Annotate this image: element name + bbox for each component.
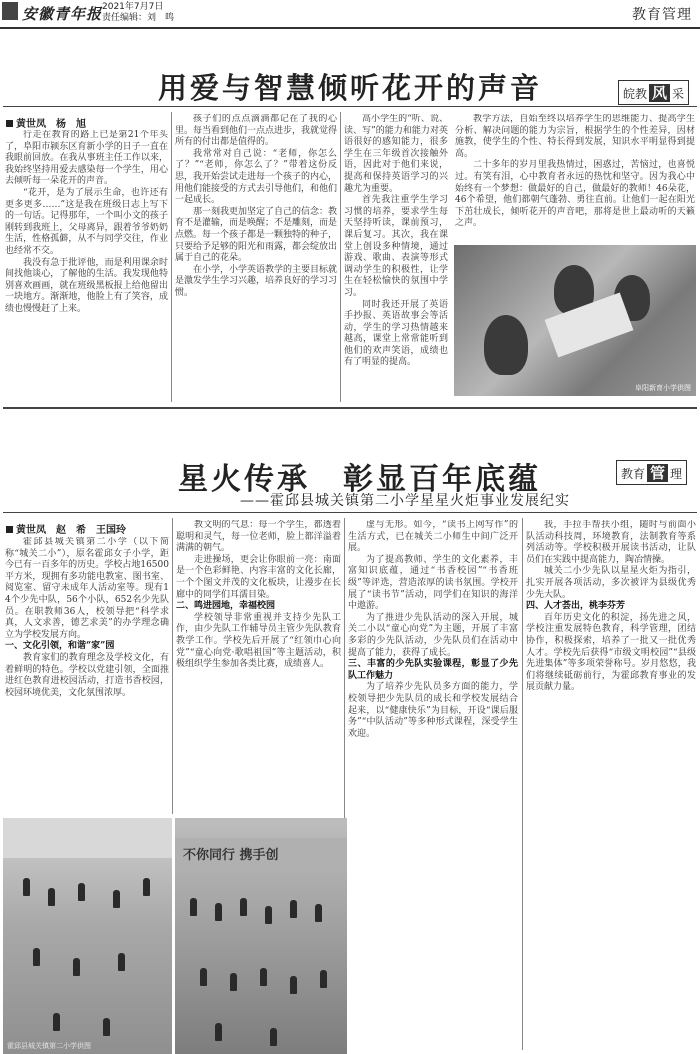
article1-column-3	[344, 114, 448, 404]
photo-person	[200, 968, 207, 986]
photo-person	[240, 898, 247, 916]
photo-person	[290, 900, 297, 918]
header-rule	[0, 27, 700, 29]
badge-mid-text: 风	[649, 84, 670, 102]
photo-person	[290, 976, 297, 994]
article1-headline: 用爱与智慧倾听花开的声音	[157, 71, 542, 105]
article2-column-3	[348, 520, 518, 1050]
paragraph: 百年历史文化的积淀，扬先进之风，学校注重发展特色教育，科学管理，团结协作，积极探索，培养了一批又一批优秀人才。学校先后获得“市级文明校园”“县级先进集体”等多项荣誉称号。岁月悠悠，我们将继续砥砺前行，为霍邱教育事业的发展贡献力量。	[526, 612, 696, 693]
issue-date: 2021年7月7日	[102, 2, 164, 12]
photo-person	[143, 878, 150, 896]
article2-byline: 黄世凤 赵 希 王国玲	[6, 521, 126, 536]
article2-photo-assembly	[3, 818, 172, 1054]
column-divider	[172, 518, 173, 814]
article1-top-rule	[3, 106, 697, 107]
subheading: 二、鸣进园地，幸福校园	[176, 601, 276, 612]
paragraph: 教文明的气息：每一个学生，都透着聪明和灵气，每一位老师，脸上都洋溢着满满的朝气。	[176, 520, 341, 554]
section-title: 教育管理	[632, 7, 692, 23]
paragraph: “花开，是为了展示生命，也许还有更多更多……”这是我在班级日志上写下的一句话。记得那年，一个叫小文的孩子刚转到我班上，父母离异，跟着爷爷奶奶生活，性格孤僻，从不与同学交往，作业也经常不交。	[5, 187, 168, 256]
photo-person	[48, 888, 55, 906]
subheading: 一、文化引领，和谐“家”园	[5, 641, 115, 652]
photo-person	[33, 948, 40, 966]
paragraph: 霍邱县城关镇第二小学（以下简称“城关二小”），原名霍邱女子小学，距今已有一百多年的历史。学校占地16500平方米，现拥有多功能电教室、图书室、阅览室、留守未成年人活动室等。现有14个少先中队，56个小队，652名少先队员。在职教师36人，校领导把“科学求真，人文求善，德艺求美”的办学理念确立为学校发展方向。	[5, 537, 169, 640]
paragraph: 在小学，小学英语教学的主要目标就是激发学生学习兴趣，培养良好的学习习惯。	[175, 264, 337, 298]
article1-photo-teacher-reading	[454, 245, 696, 396]
paragraph: 孩子们的点点滴滴都记在了我的心里。每当看到他们一点点进步，我就觉得所有的付出都是值得的。	[175, 114, 337, 148]
article-separator	[3, 407, 697, 409]
paragraph: 教学方法，自始至终以培养学生的思维能力、提高学生分析、解决问题的能力为宗旨，根据学生的个性差异，因材施教，使学生的个性、特长得到发展，知识水平明显得到提高。	[455, 114, 695, 159]
photo-person	[270, 1028, 277, 1046]
photo-person	[118, 953, 125, 971]
paragraph: 虚与无形。如今，“读书上网写作”的生活方式，已在城关二小师生中间广泛开展。	[348, 520, 518, 554]
newspaper-name: 安徽青年报	[22, 5, 103, 23]
photo-person	[320, 970, 327, 988]
article2-column-4	[526, 520, 696, 1050]
paragraph: 那一刻我更加坚定了自己的信念：教育不是灌输，而是唤醒；不是雕刻，而是点燃。每一个孩子都是一颗独特的种子，只要给予足够的阳光和雨露，都会绽放出属于自己的花朵。	[175, 206, 337, 264]
paragraph: 我没有急于批评他，而是利用课余时间找他谈心，了解他的生活。我发现他特别喜欢画画，就在班级黑板报上给他留出一块地方。渐渐地，他脸上有了笑容，成绩也慢慢赶了上来。	[5, 257, 168, 314]
photo-building	[3, 818, 172, 858]
article2-column-2	[176, 520, 341, 814]
paragraph: 为了提高教师、学生的文化素养，丰富知识底蕴，通过“书香校园”“书香班级”等评选，营造浓厚的读书氛围。学校开展了“读书节”活动，同学们在知识的海洋中遨游。	[348, 554, 518, 612]
paragraph: 我常常对自己说：“老师，你怎么了？”“老师，你怎么了？”带着这份反思，我开始尝试走进每一个孩子的内心，用他们能接受的方式去引导他们，和他们一起成长。	[175, 148, 337, 206]
paragraph: 二十多年的岁月里我热情过，困惑过，苦恼过，也喜悦过。有笑有泪，心中教育者永远的热忱和坚守。因为我心中始终有一个梦想：做最好的自己，做最好的教师！46朵花，46个希望，他们都朝气蓬勃、勇往直前。让他们一起在阳光下茁壮成长，倾听花开的声音吧，那将是世上最动听的天籁之声。	[455, 160, 695, 229]
paragraph: 行走在教育的路上已是第21个年头了，阜阳市颍东区育新小学的日子一直在我眼前回放。在我从事班主任工作以来，我始终坚持用爱去感染每一个学生，用心去倾听每一朵花开的声音。	[5, 130, 168, 187]
subheading: 三、丰富的少先队实验课程，彰显了少先队工作魅力	[348, 659, 518, 681]
paragraph: 走进操场，更会让你眼前一亮：南面是一个色彩鲜艳、内容丰富的文化长廊，一个个图文并茂的文化板块，让漫步在长廊中的同学们耳濡目染。	[176, 554, 341, 600]
article2-subheadline: ——霍邱县城关镇第二小学星星火炬事业发展纪实	[240, 493, 570, 509]
paragraph: 学校领导非常重视并支持少先队工作，由少先队工作辅导员主管少先队教育教学工作。学校先后开展了“红领巾心向党”“童心向党·歌唱祖国”等主题活动，积极组织学生参加各类比赛，成绩喜人。	[176, 612, 341, 670]
paragraph: 教育家们的教育理念及学校文化，有着鲜明的特色。学校以党建引领，全面推进红色教育进校园活动，打造书香校园，校园环境优美，文化氛围浓厚。	[5, 652, 169, 698]
photo-caption: 霍邱县城关镇第二小学供图	[7, 1042, 91, 1050]
paragraph: 我，手拉手帮扶小组，随时与前面小队活动科技周，环境教育，法制教育等系列活动等。学校积极开展读书活动，让队员们在实践中提高能力，陶冶情操。	[526, 520, 696, 565]
photo-figure	[484, 315, 528, 375]
paragraph: 城关二小少先队以星星火炬为指引，扎实开展各项活动，多次被评为县级优秀少先大队。	[526, 566, 696, 600]
article2-section-badge	[616, 460, 687, 485]
article2-top-rule	[3, 512, 697, 513]
article2-column-1	[5, 537, 169, 813]
subheading: 四、人才荟出，桃李芬芳	[526, 601, 626, 612]
article2-photo-students-banner	[175, 818, 347, 1054]
badge-right-text: 采	[672, 87, 685, 101]
paragraph: 首先我注重学生学习习惯的培养，要求学生每天坚持听读，课前预习，课后复习。其次，我在课堂上创设多种情境，通过游戏、歌曲、表演等形式调动学生的积极性，让学生在轻松愉快的氛围中学习。	[344, 195, 448, 298]
banner-text: 不你同行 携手创	[183, 848, 279, 863]
photo-person	[315, 904, 322, 922]
article1-byline: 黄世凤 杨 旭	[6, 115, 86, 130]
paragraph: 同时我还开展了英语手抄报、英语故事会等活动，学生的学习热情越来越高，课堂上常常能听到他们的欢声笑语，成绩也有了明显的提高。	[344, 299, 448, 368]
column-divider	[340, 112, 341, 402]
article2-headline: 星火传承 彰显百年底蕴	[178, 462, 541, 497]
newspaper-logo-icon	[2, 2, 18, 20]
badge-mid-text: 管	[647, 464, 668, 482]
editor-credit: 责任编辑：刘 鸣	[102, 13, 175, 23]
photo-person	[73, 958, 80, 976]
photo-person	[190, 898, 197, 916]
badge-left-text: 教育	[621, 467, 646, 481]
photo-person	[113, 890, 120, 908]
photo-person	[23, 878, 30, 896]
article1-column-4	[455, 114, 695, 239]
article1-column-2	[175, 114, 337, 404]
article1-column-1	[5, 130, 168, 405]
photo-caption: 阜阳新育小学供图	[635, 384, 691, 392]
photo-banner	[175, 838, 347, 868]
badge-left-text: 皖教	[623, 87, 648, 101]
photo-person	[215, 903, 222, 921]
issue-meta	[102, 2, 174, 24]
photo-person	[103, 1018, 110, 1036]
photo-person	[260, 968, 267, 986]
paragraph: 为了培养少先队员多方面的能力，学校领导把少先队员的成长和学校发展结合起来，以“健康快乐”为目标，开设“课后服务”“中队活动”等多种形式课程，深受学生欢迎。	[348, 682, 518, 739]
photo-person	[230, 973, 237, 991]
column-divider	[171, 112, 172, 402]
photo-person	[265, 906, 272, 924]
article1-section-badge	[618, 80, 689, 105]
photo-person	[53, 1013, 60, 1031]
photo-person	[78, 883, 85, 901]
badge-right-text: 理	[670, 467, 683, 481]
photo-person	[215, 1023, 222, 1041]
paragraph: 高小学生的“听、说、读、写”的能力和能力对英语很好的感知能力，很多学生在三年级首次接触外语，因此对于他们来说，提高和保持英语学习的兴趣尤为重要。	[344, 114, 448, 194]
paragraph: 为了推进少先队活动的深入开展，城关二小以“童心向党”为主题，开展了丰富多彩的少先队活动，少先队员们在活动中提高了能力，获得了成长。	[348, 612, 518, 658]
column-divider	[522, 518, 523, 1050]
